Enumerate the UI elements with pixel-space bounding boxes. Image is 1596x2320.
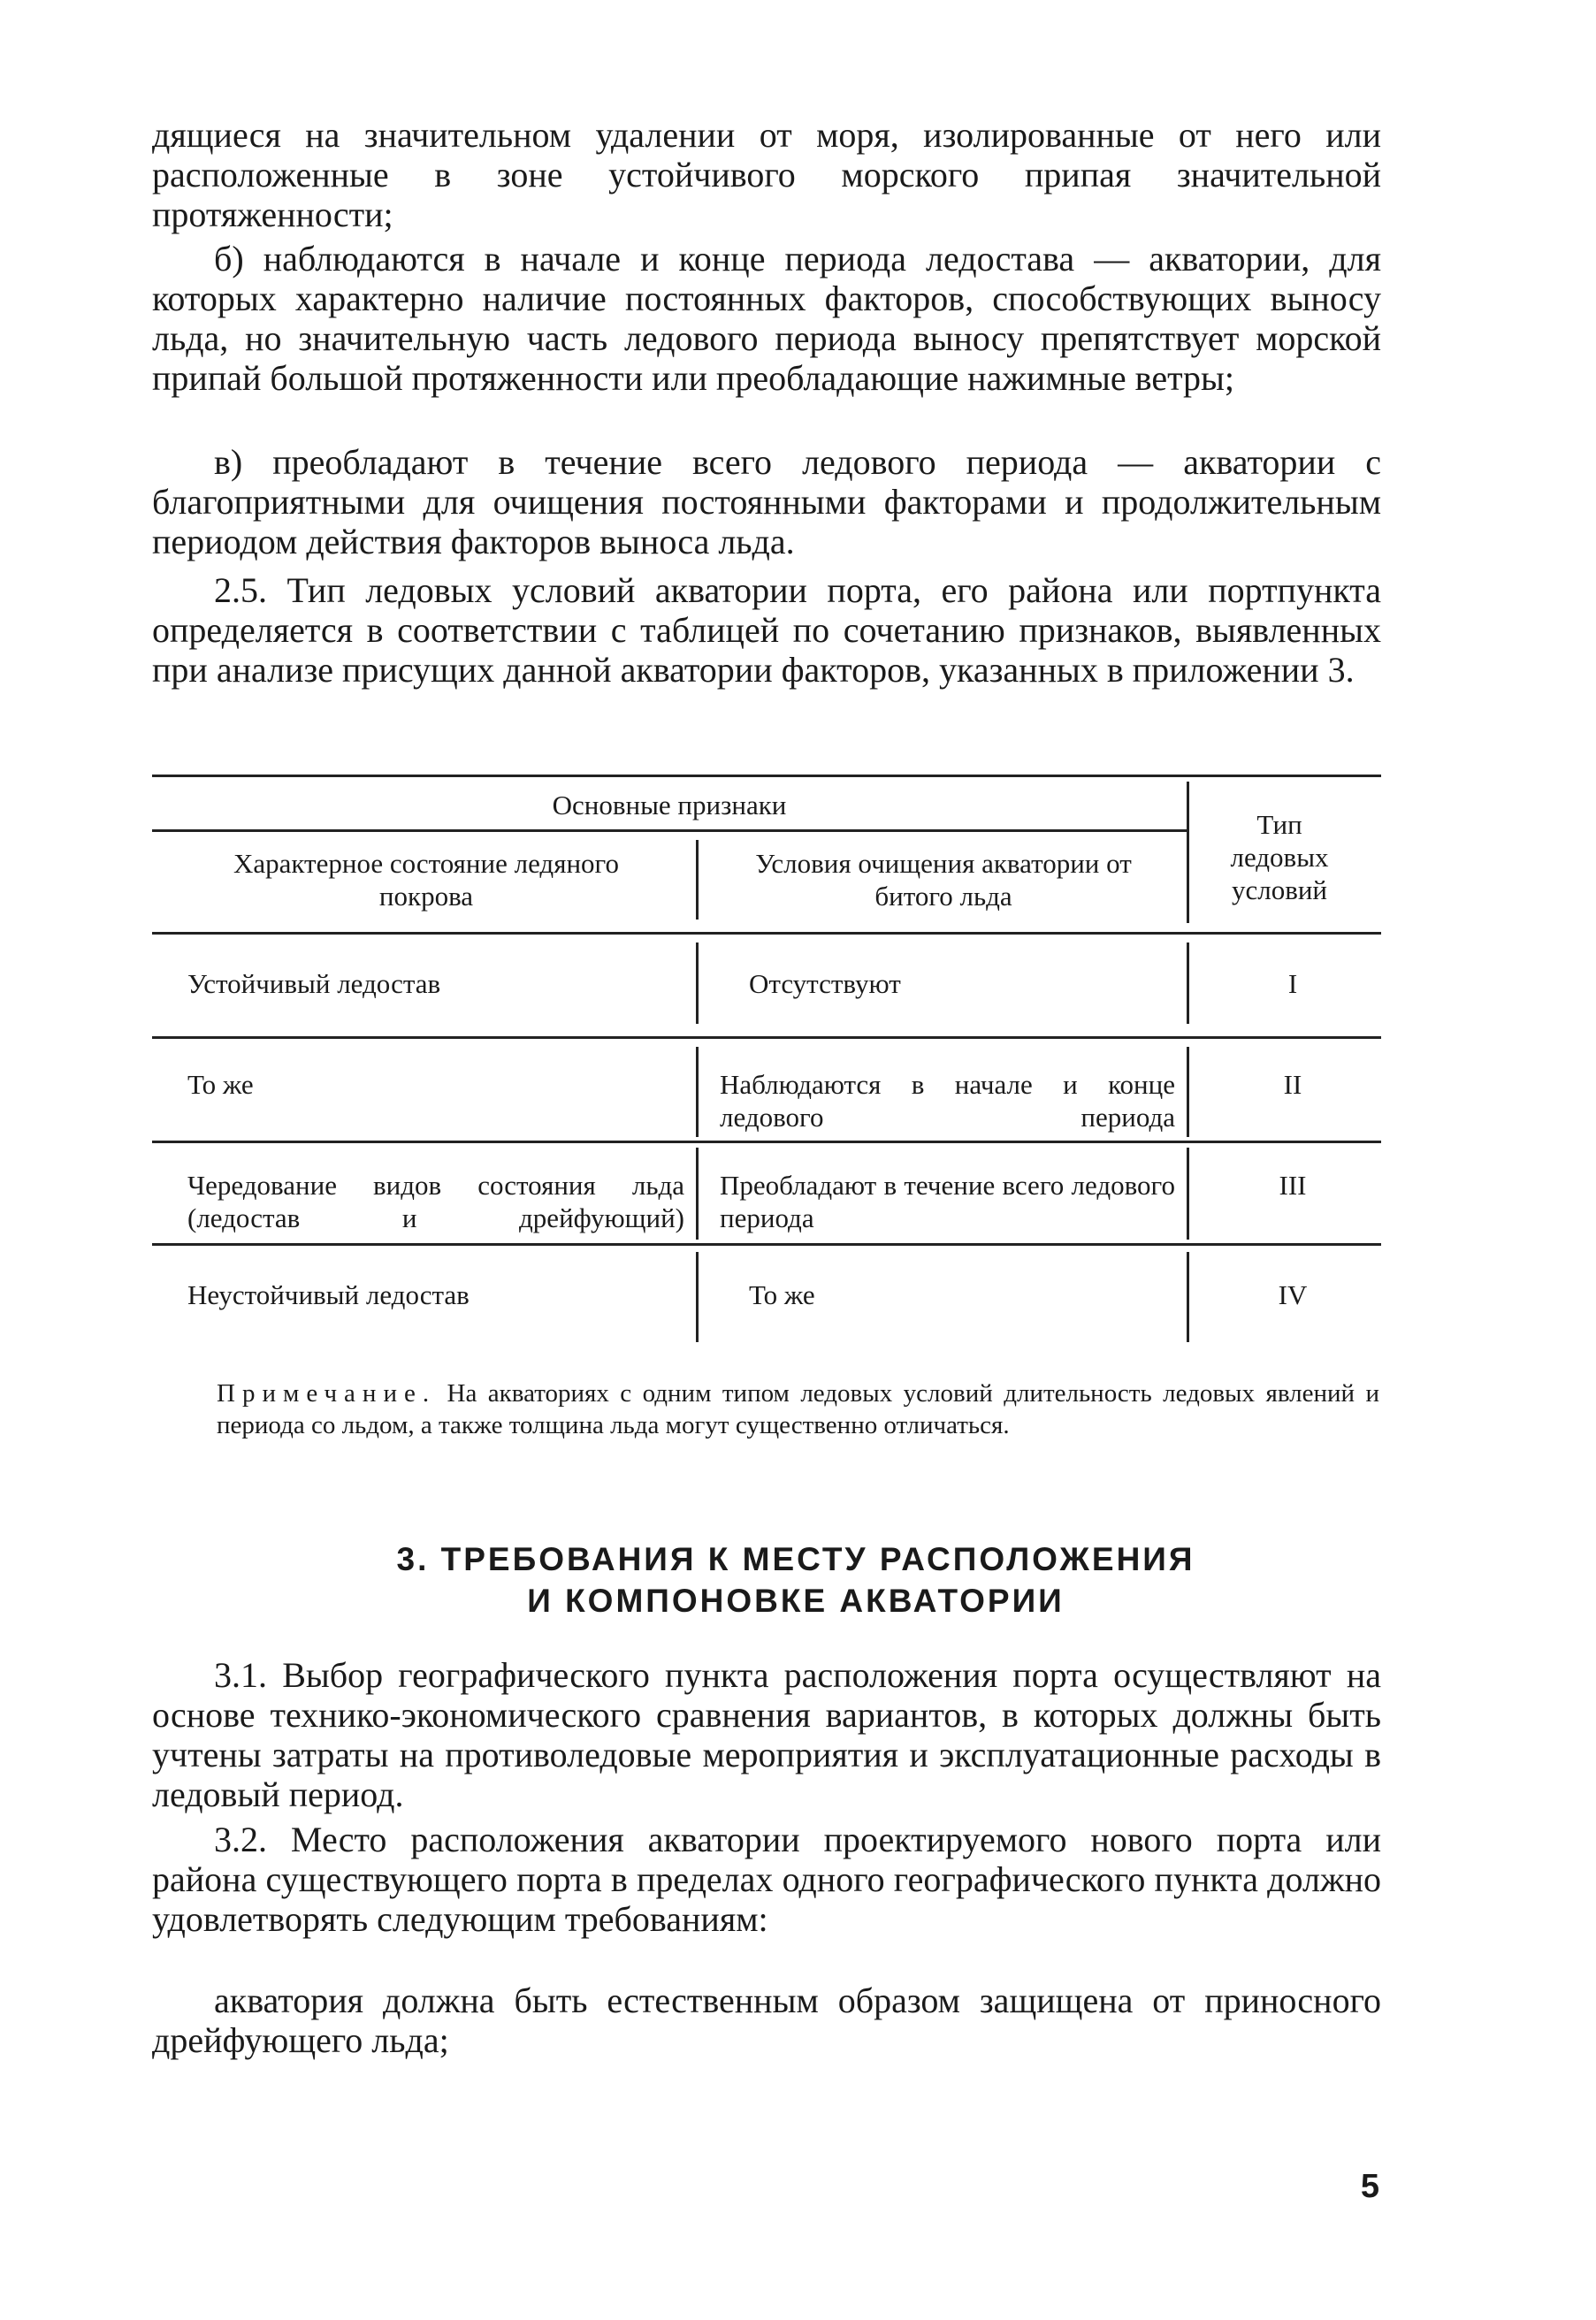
table-cell-conditions: То же: [749, 1279, 815, 1310]
table-cell-conditions: Наблюдаются в начале и конце ледового периода: [720, 1069, 1175, 1133]
table-cell-state: Устойчивый ледостав: [187, 968, 441, 999]
table-cell-state: То же: [187, 1069, 254, 1100]
table-header-type: Тип ледовых условий: [1230, 809, 1329, 905]
paragraph-continuation: дящиеся на значительном удалении от моря, изолированные от него или расположенные в зоне устойчивого морского припая значительной протяженности;: [152, 115, 1381, 234]
note-label: Примечание.: [217, 1379, 437, 1408]
table-col-divider: [1187, 1148, 1189, 1240]
table-col-divider: [1187, 1047, 1189, 1137]
section-heading: [265, 1538, 1326, 1622]
table-col-divider: [1187, 782, 1189, 923]
table-col-divider: [696, 1047, 699, 1137]
table-cell-type: III: [1279, 1170, 1307, 1201]
table-cell-conditions: Преобладают в течение всего ледового периода: [720, 1170, 1175, 1233]
table-header-rule: [152, 932, 1381, 935]
note-text: На акваториях с одним типом ледовых условий длительность ледовых явлений и периода со льдом, а также толщина льда могут существенно отличаться.: [217, 1379, 1380, 1439]
table-header-conditions: Условия очищения акватории от битого льда: [755, 848, 1132, 912]
table-cell-type: I: [1287, 968, 1298, 999]
table-cell-conditions: Отсутствуют: [749, 968, 901, 999]
table-cell-state: Чередование видов состояния льда (ледостав и дрейфующий): [187, 1170, 684, 1233]
section-heading-line-2: И КОМПОНОВКЕ АКВАТОРИИ: [527, 1583, 1065, 1619]
paragraph-item-b: б) наблюдаются в начале и конце периода ледостава — акватории, для которых характерно наличие постоянных факторов, способствующих выносу льда, но значительную часть ледового периода выносу препятствует морской припай большой протяженности или преобладающие нажимные ветры;: [152, 239, 1381, 398]
table-header-state: Характерное состояние ледяного покрова: [233, 848, 619, 912]
table-col-divider: [696, 1148, 699, 1240]
table-row-rule: [152, 1141, 1381, 1143]
table-row-rule: [152, 1243, 1381, 1246]
paragraph-item-v: в) преобладают в течение всего ледового периода — акватории с благоприятными для очищения постоянными факторами и продолжительным периодом действия факторов выноса льда.: [152, 442, 1381, 561]
page-number: 5: [1360, 2168, 1379, 2205]
table-cell-state: Неустойчивый ледостав: [187, 1279, 470, 1310]
paragraph-requirement: акватория должна быть естественным образом защищена от приносного дрейфующего льда;: [152, 1980, 1381, 2060]
table-cell-type: II: [1283, 1069, 1302, 1100]
table-col-divider: [696, 840, 699, 920]
paragraph-3-2: 3.2. Место расположения акватории проектируемого нового порта или района существующего порта в пределах одного географического пункта должно удовлетворять следующим требованиям:: [152, 1820, 1381, 1939]
table-col-divider: [696, 1252, 699, 1342]
table-group-header: Основные признаки: [552, 790, 787, 820]
table-cell-type: IV: [1278, 1279, 1308, 1310]
table-col-divider: [696, 942, 699, 1024]
table-col-divider: [1187, 942, 1189, 1024]
paragraph-3-1: 3.1. Выбор географического пункта расположения порта осуществляют на основе технико-экономического сравнения вариантов, в которых должны быть учтены затраты на противоледовые мероприятия и эксплуатационные расходы в ледовый период.: [152, 1655, 1381, 1814]
table-note: [217, 1378, 1379, 1441]
table-row-rule: [152, 1036, 1381, 1039]
table-group-rule: [152, 829, 1188, 832]
table-col-divider: [1187, 1252, 1189, 1342]
section-heading-line-1: 3. ТРЕБОВАНИЯ К МЕСТУ РАСПОЛОЖЕНИЯ: [396, 1541, 1195, 1577]
table-top-rule: [152, 775, 1381, 777]
paragraph-2-5: 2.5. Тип ледовых условий акватории порта, его района или портпункта определяется в соответствии с таблицей по сочетанию признаков, выявленных при анализе присущих данной акватории факторов, указанных в приложении 3.: [152, 570, 1381, 690]
